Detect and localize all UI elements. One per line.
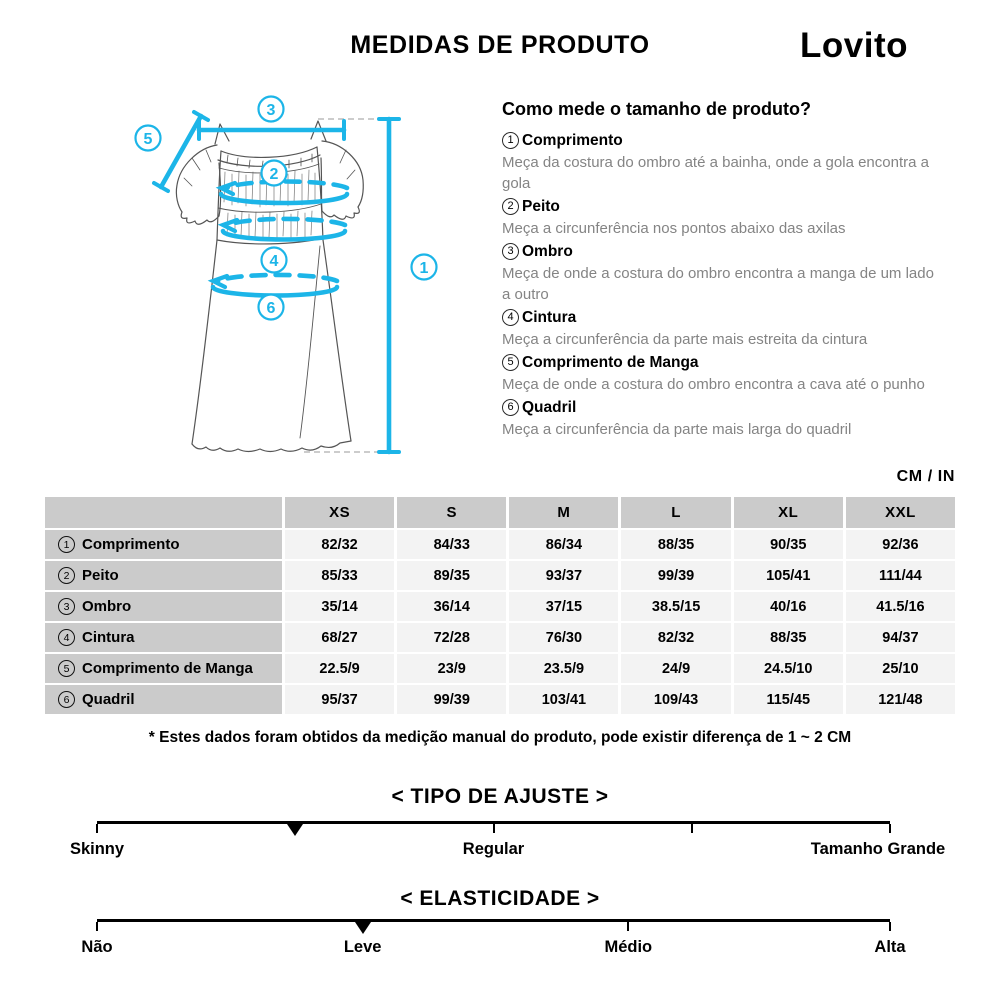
guide-desc-quadril: Meça a circunferência da parte mais larga do quadril xyxy=(502,421,852,438)
stretch-slider-track xyxy=(97,919,890,922)
stretch-label-medio: Médio xyxy=(604,938,653,956)
page-title: MEDIDAS DE PRODUTO xyxy=(350,31,650,59)
table-cell: 24.5/10 xyxy=(734,654,843,683)
diagram-badge-4 xyxy=(262,248,287,273)
fit-label-regular: Regular xyxy=(462,840,525,858)
table-cell: 88/35 xyxy=(734,623,843,652)
col-header-s: S xyxy=(397,497,506,528)
table-cell: 23/9 xyxy=(397,654,506,683)
tick xyxy=(96,824,98,833)
svg-text:1: 1 xyxy=(419,260,429,277)
leader-lines xyxy=(304,119,396,452)
table-cell: 93/37 xyxy=(509,561,618,590)
guide-desc-ombro: Meça de onde a costura do ombro encontra a manga de um lado a outro xyxy=(502,265,934,303)
table-cell: 86/34 xyxy=(509,530,618,559)
table-corner-cell xyxy=(45,497,282,528)
tick xyxy=(493,824,495,833)
tick xyxy=(691,824,693,833)
diagram-badge-3 xyxy=(259,97,284,122)
circled-number: 6 xyxy=(502,399,519,416)
col-header-l: L xyxy=(621,497,730,528)
table-cell: 72/28 xyxy=(397,623,506,652)
fit-label-skinny: Skinny xyxy=(69,840,125,858)
row-label-ombro: 3 Ombro xyxy=(45,592,282,621)
svg-text:4: 4 xyxy=(269,253,279,270)
table-cell: 89/35 xyxy=(397,561,506,590)
col-header-xs: XS xyxy=(285,497,394,528)
table-cell: 92/36 xyxy=(846,530,955,559)
guide-desc-comprimento: Meça da costura do ombro até a bainha, onde a gola encontra a gola xyxy=(502,154,929,192)
col-header-xl: XL xyxy=(734,497,843,528)
table-cell: 68/27 xyxy=(285,623,394,652)
svg-text:2: 2 xyxy=(269,166,279,183)
table-cell: 36/14 xyxy=(397,592,506,621)
units-label: CM / IN xyxy=(896,468,955,485)
table-cell: 41.5/16 xyxy=(846,592,955,621)
guide-item-quadril: 6 Quadril xyxy=(502,397,934,418)
circled-number: 4 xyxy=(58,629,75,646)
dress-measurement-diagram xyxy=(118,88,463,478)
measure-guide xyxy=(502,99,934,442)
tick xyxy=(889,922,891,931)
table-cell: 109/43 xyxy=(621,685,730,714)
fit-label-tamanho-grande: Tamanho Grande xyxy=(810,840,946,858)
guide-item-manga: 5 Comprimento de Manga xyxy=(502,352,934,373)
table-cell: 24/9 xyxy=(621,654,730,683)
circled-number: 5 xyxy=(502,354,519,371)
guide-item-comprimento: 1 Comprimento xyxy=(502,130,934,151)
brand-logo: Lovito xyxy=(800,26,908,65)
circled-number: 2 xyxy=(58,567,75,584)
row-label-manga: 5 Comprimento de Manga xyxy=(45,654,282,683)
measure-ellipse-peito xyxy=(221,182,347,203)
row-label-peito: 2 Peito xyxy=(45,561,282,590)
table-cell: 22.5/9 xyxy=(285,654,394,683)
diagram-badge-1 xyxy=(412,255,437,280)
table-cell: 121/48 xyxy=(846,685,955,714)
stretch-section-title: < ELASTICIDADE > xyxy=(400,887,600,910)
measure-line-ombro xyxy=(199,121,344,139)
svg-text:5: 5 xyxy=(143,131,153,148)
stretch-label-alta: Alta xyxy=(874,938,906,956)
guide-desc-cintura: Meça a circunferência da parte mais estreita da cintura xyxy=(502,331,868,348)
guide-desc-peito: Meça a circunferência nos pontos abaixo das axilas xyxy=(502,220,846,237)
table-cell: 99/39 xyxy=(397,685,506,714)
table-cell: 99/39 xyxy=(621,561,730,590)
tick xyxy=(96,922,98,931)
circled-number: 2 xyxy=(502,198,519,215)
circled-number: 4 xyxy=(502,309,519,326)
row-label-comprimento: 1 Comprimento xyxy=(45,530,282,559)
table-cell: 82/32 xyxy=(285,530,394,559)
tick xyxy=(627,922,629,931)
table-cell: 111/44 xyxy=(846,561,955,590)
col-header-m: M xyxy=(509,497,618,528)
svg-text:6: 6 xyxy=(266,300,276,317)
table-cell: 90/35 xyxy=(734,530,843,559)
fit-slider-marker xyxy=(287,824,303,836)
stretch-label-leve: Leve xyxy=(343,938,382,956)
stretch-slider-marker xyxy=(355,922,371,934)
diagram-badge-6 xyxy=(259,295,284,320)
tick xyxy=(889,824,891,833)
table-cell: 85/33 xyxy=(285,561,394,590)
row-label-quadril: 6 Quadril xyxy=(45,685,282,714)
table-cell: 40/16 xyxy=(734,592,843,621)
guide-item-cintura: 4 Cintura xyxy=(502,307,934,328)
circled-number: 1 xyxy=(502,132,519,149)
circled-number: 1 xyxy=(58,536,75,553)
size-table xyxy=(45,497,955,714)
guide-heading: Como mede o tamanho de produto? xyxy=(502,99,811,119)
table-cell: 23.5/9 xyxy=(509,654,618,683)
table-cell: 115/45 xyxy=(734,685,843,714)
stretch-label-nao: Não xyxy=(81,938,113,956)
table-cell: 38.5/15 xyxy=(621,592,730,621)
circled-number: 3 xyxy=(58,598,75,615)
table-cell: 84/33 xyxy=(397,530,506,559)
diagram-badge-5 xyxy=(136,126,161,151)
table-cell: 82/32 xyxy=(621,623,730,652)
fit-slider xyxy=(69,821,946,866)
table-cell: 88/35 xyxy=(621,530,730,559)
measure-ellipse-quadril xyxy=(213,275,337,296)
measure-line-comprimento xyxy=(379,119,399,452)
table-cell: 35/14 xyxy=(285,592,394,621)
table-cell: 37/15 xyxy=(509,592,618,621)
table-cell: 25/10 xyxy=(846,654,955,683)
table-cell: 94/37 xyxy=(846,623,955,652)
table-cell: 103/41 xyxy=(509,685,618,714)
circled-number: 3 xyxy=(502,243,519,260)
svg-text:3: 3 xyxy=(266,102,276,119)
table-cell: 76/30 xyxy=(509,623,618,652)
fit-section-title: < TIPO DE AJUSTE > xyxy=(391,785,609,808)
guide-item-peito: 2 Peito xyxy=(502,196,934,217)
guide-desc-manga: Meça de onde a costura do ombro encontra a cava até o punho xyxy=(502,376,925,393)
row-label-cintura: 4 Cintura xyxy=(45,623,282,652)
diagram-badge-2 xyxy=(262,161,287,186)
col-header-xxl: XXL xyxy=(846,497,955,528)
stretch-slider xyxy=(81,919,906,964)
disclaimer-note: * Estes dados foram obtidos da medição manual do produto, pode existir diferença de 1 ~ 2 CM xyxy=(148,729,852,746)
table-cell: 105/41 xyxy=(734,561,843,590)
guide-item-ombro: 3 Ombro xyxy=(502,241,934,262)
circled-number: 5 xyxy=(58,660,75,677)
table-cell: 95/37 xyxy=(285,685,394,714)
circled-number: 6 xyxy=(58,691,75,708)
